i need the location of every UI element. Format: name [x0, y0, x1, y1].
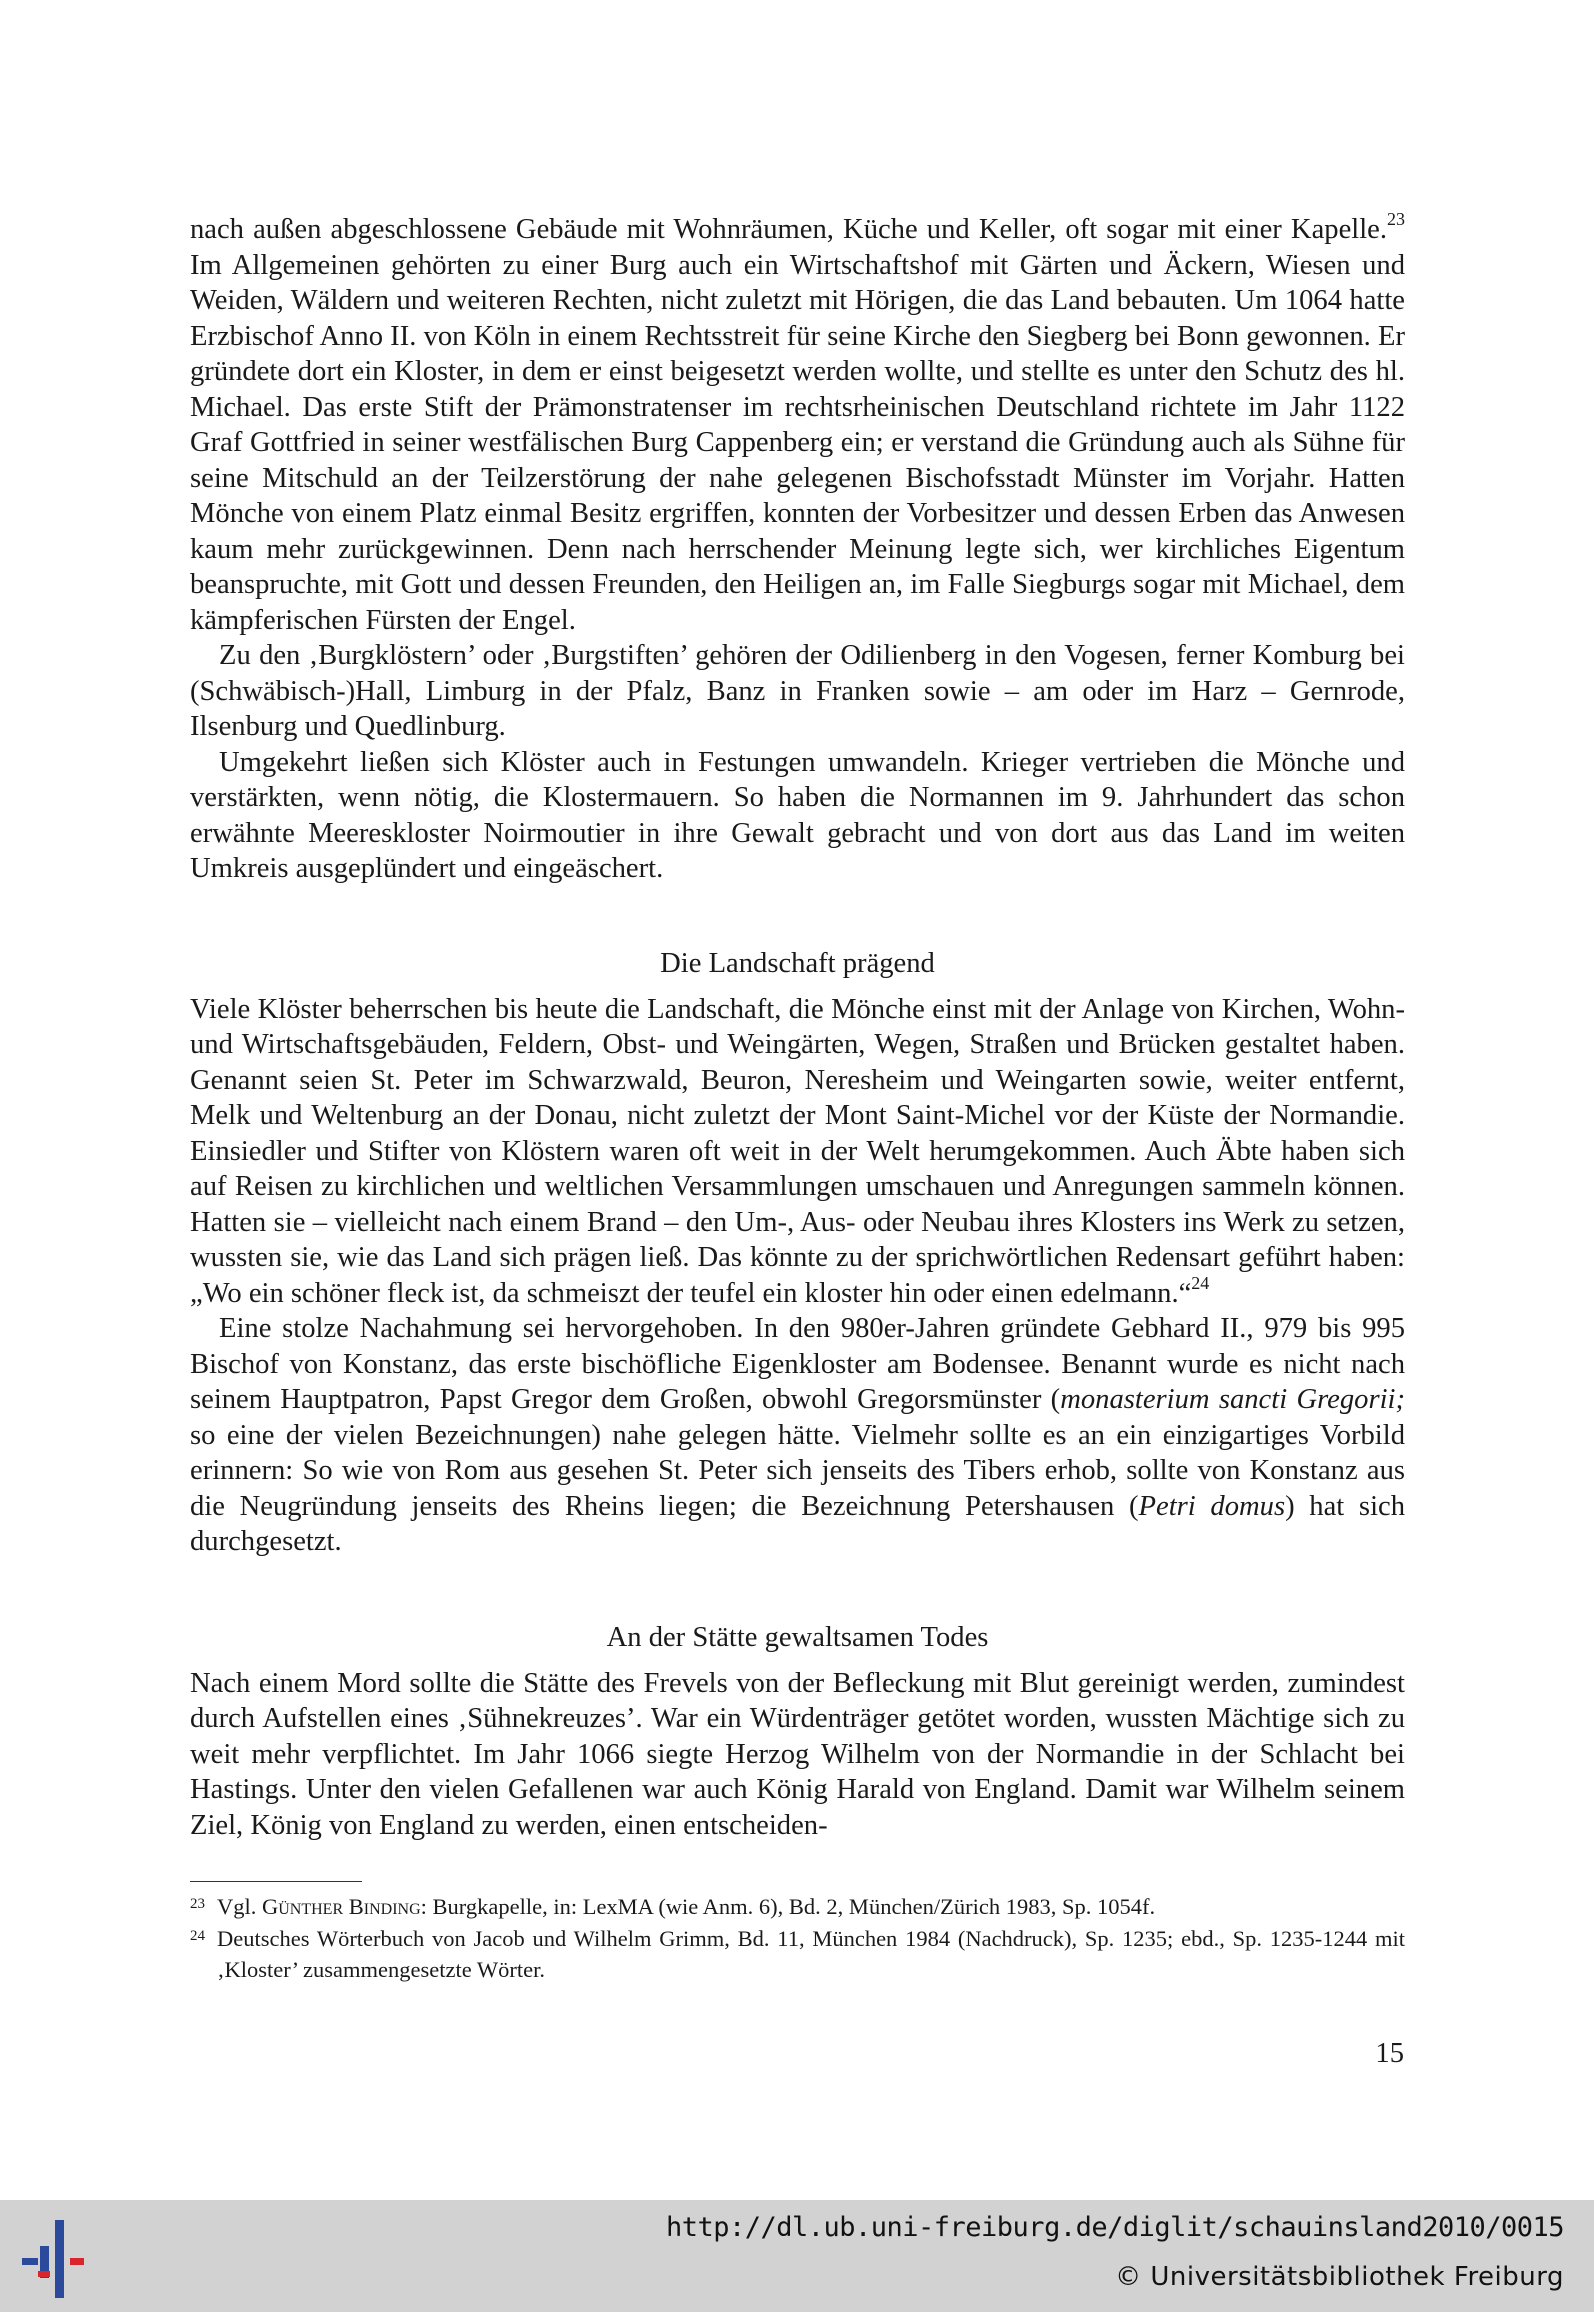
- paragraph-text: Im Allgemeinen gehörten zu einer Burg auch ein Wirtschaftshof mit Gärten und Äckern, Wiesen und Weiden, Wäldern und weiteren Rechten, nicht zuletzt mit Hörigen, die das Land bebauten. Um 1064 hatte Erzbischof Anno II. von Köln in einem Rechtsstreit für seine Kirche den Siegberg bei Bonn gewonnen. Er gründete dort ein Kloster, in dem er einst beigesetzt werden wollte, und stellte es unter den Schutz des hl. Michael. Das erste Stift der Prämonstratenser im rechtsrheinischen Deutschland richtete im Jahr 1122 Graf Gottfried in seiner westfälischen Burg Cappenberg ein; er verstand die Gründung auch als Sühne für seine Mitschuld an der Teilzerstörung der nahe gelegenen Bischofsstadt Münster im Vorjahr. Hatten Mönche von einem Platz einmal Besitz ergriffen, konnten der Vorbesitzer und dessen Erben das Anwesen kaum mehr zurückgewinnen. Denn nach herrschender Meinung legte sich, wer kirchliches Eigentum beanspruchte, mit Gott und dessen Freunden, den Heiligen an, im Falle Siegburgs sogar mit Michael, dem kämpferischen Fürsten der Engel.: [190, 249, 1405, 636]
- italic-latin-term: Petri domus: [1138, 1490, 1286, 1522]
- footnote-text: : Burgkapelle, in: LexMA (wie Anm. 6), Bd. 2, München/Zürich 1983, Sp. 1054f.: [420, 1894, 1156, 1919]
- footnote-number: 24: [190, 1927, 205, 1944]
- section-2: [190, 946, 1405, 1560]
- footnote-author: Günther Binding: [262, 1894, 421, 1919]
- footnote-number: 23: [190, 1896, 205, 1912]
- footnote-24: [190, 1925, 1405, 1985]
- footnote-text: Vgl.: [217, 1894, 262, 1919]
- paragraph-text: nach außen abgeschlossene Gebäude mit Wohnräumen, Küche und Keller, oft sogar mit einer Kapelle.: [190, 214, 1387, 245]
- paragraph-text: ) hat sich durchgesetzt.: [190, 1490, 1405, 1557]
- paragraph: [190, 992, 1405, 1312]
- footnote-23: [190, 1893, 1405, 1925]
- section-3: [190, 1620, 1405, 1843]
- footnote-ref[interactable]: 24: [1191, 1272, 1210, 1293]
- footnotes: [190, 1893, 1405, 1985]
- section-1: [190, 209, 1405, 887]
- paragraph: [190, 1311, 1405, 1560]
- footer-bar: [0, 2200, 1594, 2312]
- paragraph: Umgekehrt ließen sich Klöster auch in Festungen umwandeln. Krieger vertrieben die Mönche und verstärkten, wenn nötig, die Klostermauern. So haben die Normannen im 9. Jahrhundert das schon erwähnte Meereskloster Noirmoutier in ihre Gewalt gebracht und von dort aus das Land im weiten Umkreis ausgeplündert und eingeäschert.: [190, 746, 1405, 884]
- footnote-ref[interactable]: 23: [1387, 209, 1405, 230]
- footnote-text: Deutsches Wörterbuch von Jacob und Wilhelm Grimm, Bd. 11, München 1984 (Nachdruck), Sp. 1235; ebd., Sp. 1235-1244 mit ‚Kloster’ zusammengesetzte Wörter.: [217, 1925, 1405, 1982]
- paragraph-text: so eine der vielen Bezeichnungen) nahe gelegen hätte. Vielmehr sollte es an ein einzigartiges Vorbild erinnern: So wie von Rom aus gesehen St. Peter sich jenseits des Tibers erhob, sollte von Konstanz aus die Neugründung jenseits des Rheins liegen; die Bezeichnung Petershausen (: [190, 1419, 1405, 1522]
- section-heading: An der Stätte gewaltsamen Todes: [606, 1622, 989, 1653]
- paragraph: [190, 209, 1405, 638]
- page-number: 15: [1375, 2038, 1404, 2069]
- paragraph: Zu den ‚Burgklöstern’ oder ‚Burgstiften’ gehören der Odilienberg in den Vogesen, ferner Komburg bei (Schwäbisch-)Hall, Limburg in der Pfalz, Banz in Franken sowie – am oder im Harz – Gernrode, Ilsenburg und Quedlinburg.: [190, 640, 1405, 742]
- paragraph-text: Eine stolze Nachahmung sei hervorgehoben. In den 980er-Jahren gründete Gebhard II., 979 bis 995 Bischof von Konstanz, das erste bischöfliche Eigenkloster am Bodensee. Benannt wurde es nicht nach seinem Hauptpatron, Papst Gregor dem Großen, obwohl Gregorsmünster (: [190, 1313, 1405, 1415]
- permalink-url[interactable]: http://dl.ub.uni-freiburg.de/diglit/schauinsland2010/0015: [665, 2212, 1564, 2243]
- paragraph-text: Viele Klöster beherrschen bis heute die Landschaft, die Mönche einst mit der Anlage von Kirchen, Wohn- und Wirtschaftsgebäuden, Feldern, Obst- und Weingärten, Wegen, Straßen und Brücken gestaltet haben. Genannt seien St. Peter im Schwarzwald, Beuron, Neresheim und Weingarten sowie, weiter entfernt, Melk und Weltenburg an der Donau, nicht zuletzt der Mont Saint-Michel vor der Küste der Normandie. Einsiedler und Stifter von Klöstern waren oft weit in der Welt herumgekommen. Auch Äbte haben sich auf Reisen zu kirchlichen und weltlichen Versammlungen umschauen und Anregungen sammeln können. Hatten sie – vielleicht nach einem Brand – den Um-, Aus- oder Neubau ihres Klosters ins Werk zu setzen, wussten sie, wie das Land sich prägen ließ. Das könnte zu der sprichwörtlichen Redensart geführt haben: „Wo ein schöner fleck ist, da schmeiszt der teufel ein kloster hin oder einen edelmann.“: [190, 993, 1405, 1309]
- section-heading: Die Landschaft prägend: [660, 948, 935, 979]
- ub-freiburg-logo-icon[interactable]: [18, 2212, 100, 2300]
- copyright-notice: © Universitätsbibliothek Freiburg: [1115, 2262, 1564, 2292]
- italic-latin-term: monasterium sancti Gregorii;: [1060, 1384, 1405, 1415]
- footnote-divider: [190, 1881, 362, 1882]
- paragraph: Nach einem Mord sollte die Stätte des Frevels von der Befleckung mit Blut gereinigt werden, zumindest durch Aufstellen eines ‚Sühnekreuzes’. War ein Würdenträger getötet worden, wussten Mächtige sich zu weit mehr verpflichtet. Im Jahr 1066 siegte Herzog Wilhelm von der Normandie in der Schlacht bei Hastings. Unter den vielen Gefallenen war auch König Harald von England. Damit war Wilhelm seinem Ziel, König von England zu werden, einen entscheiden-: [190, 1667, 1405, 1841]
